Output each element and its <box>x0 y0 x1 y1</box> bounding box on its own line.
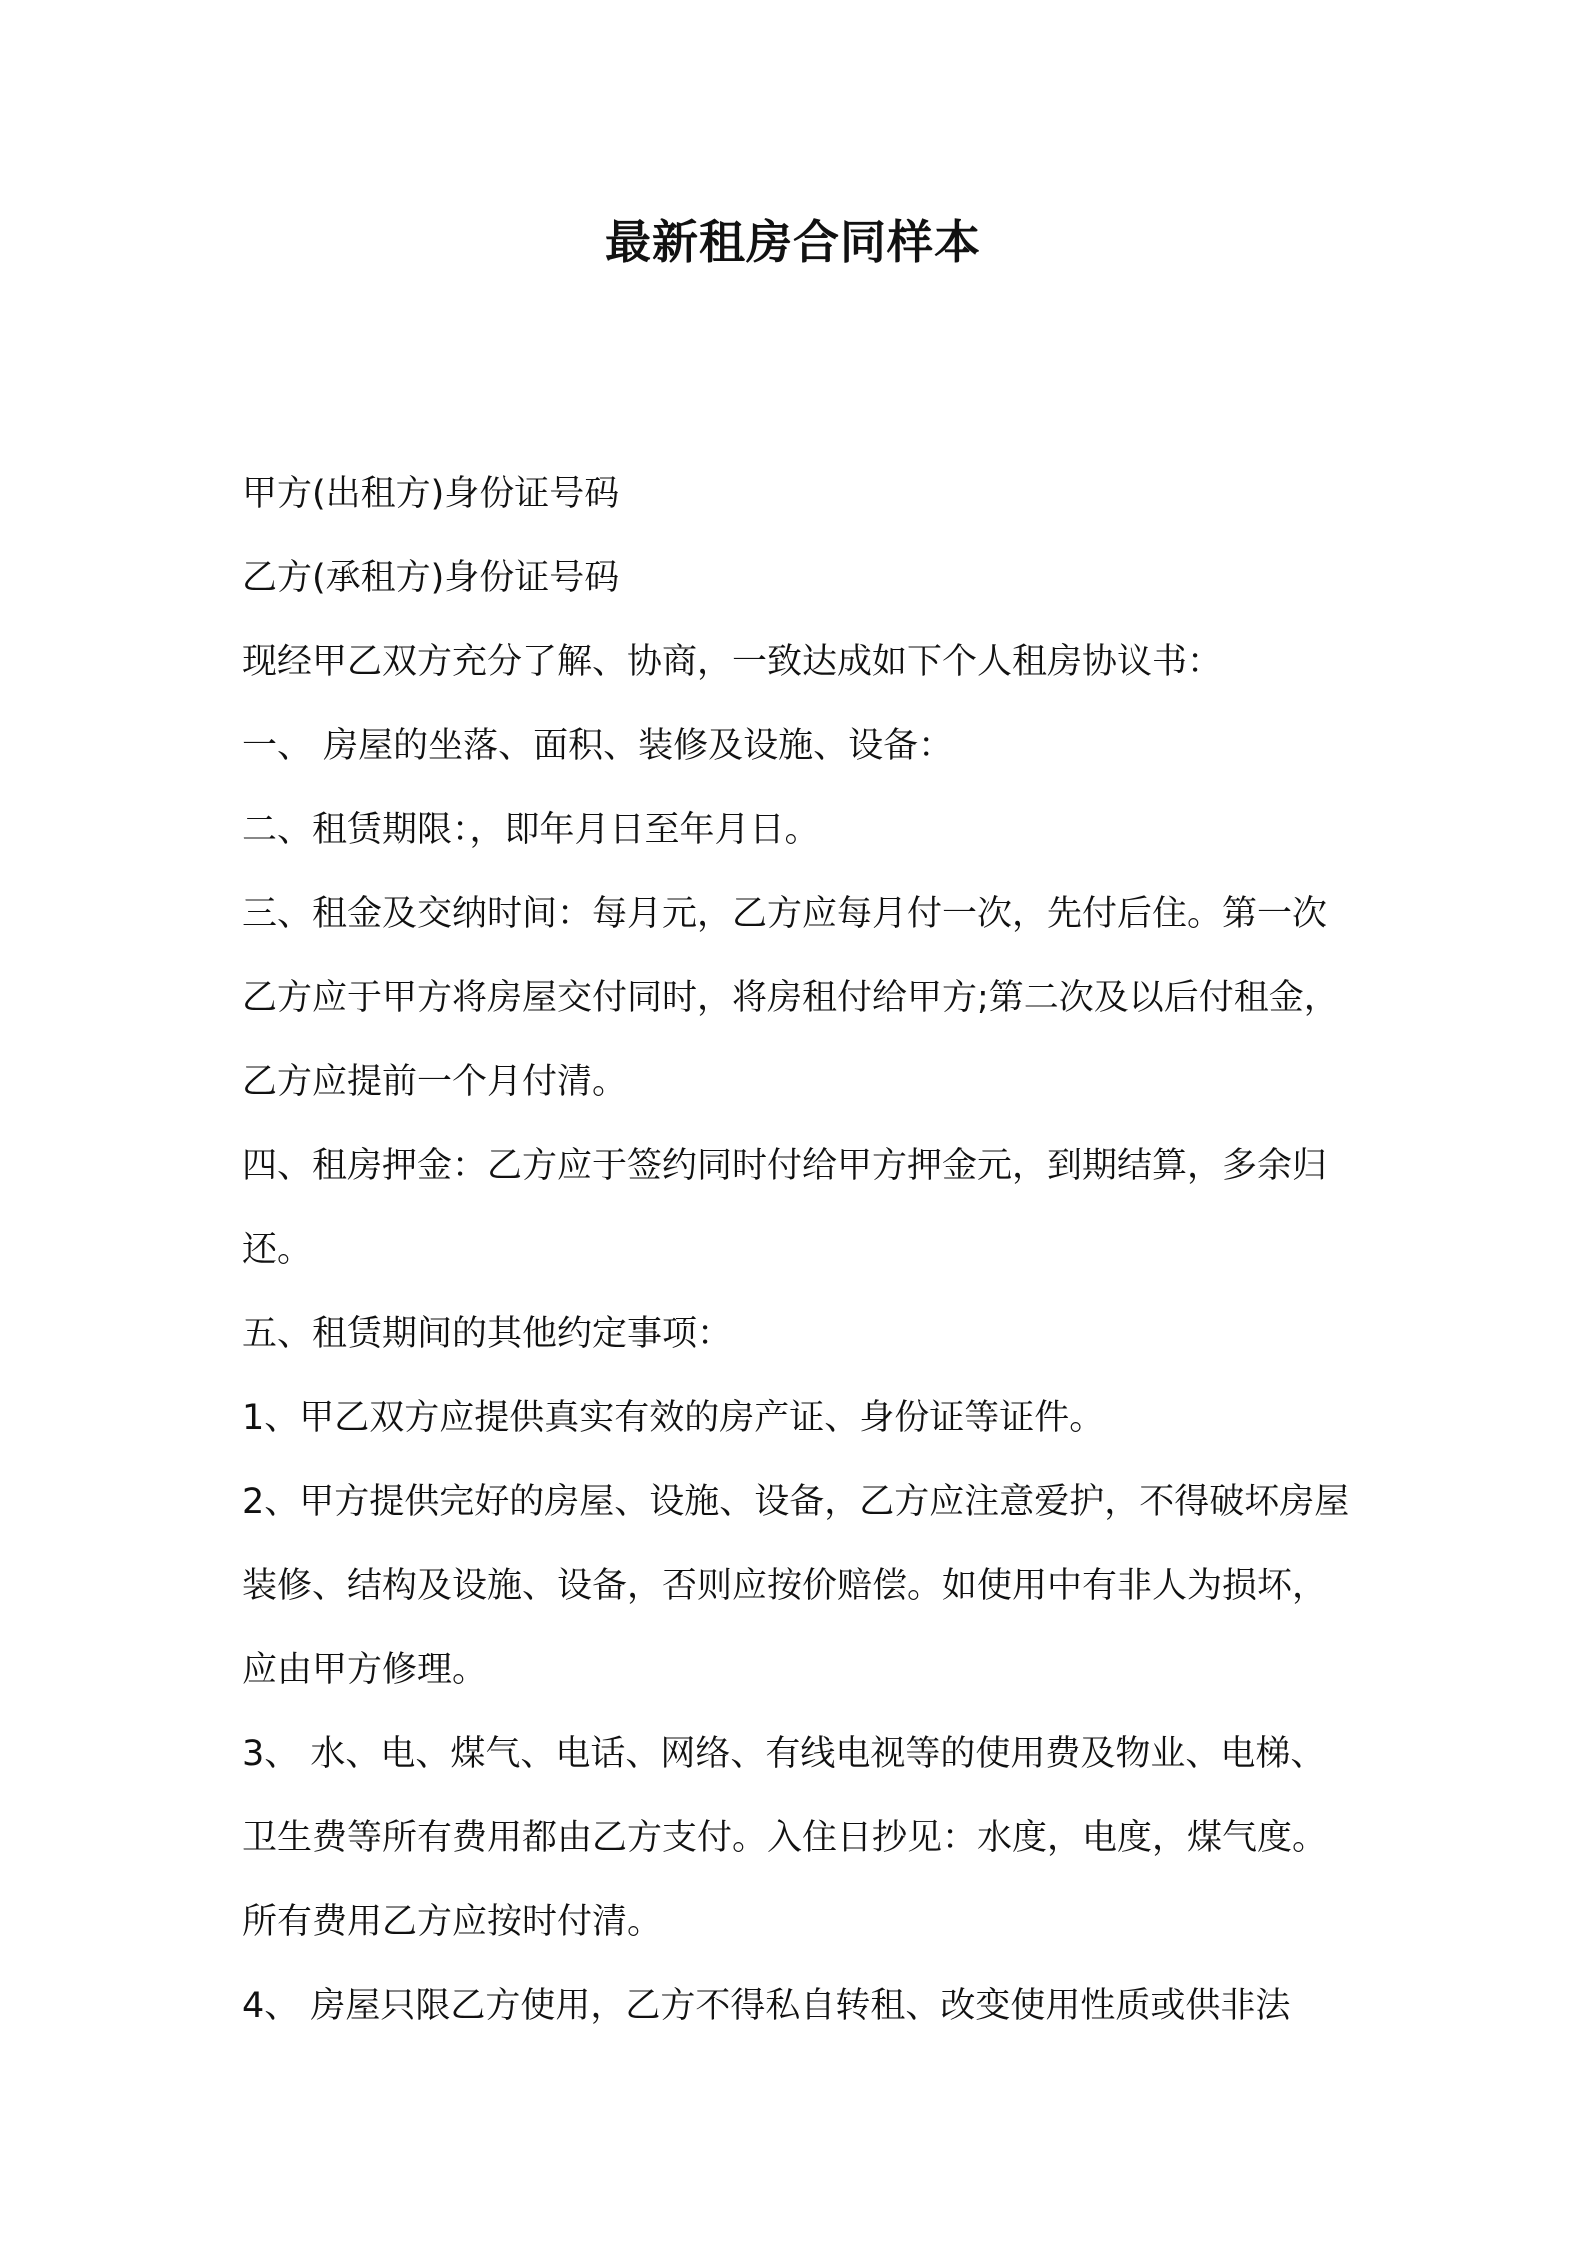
paragraph-item-4: 4、 房屋只限乙方使用，乙方不得私自转租、改变使用性质或供非法 <box>242 1986 1291 2026</box>
paragraph-item-3: 3、 水、电、煤气、电话、网络、有线电视等的使用费及物业、电梯、卫生费等所有费用都由乙方支付。入住日抄见：水度，电度，煤气度。所有费用乙方应按时付清。 <box>242 1734 1328 1942</box>
document-title: 最新租房合同样本 <box>605 215 981 269</box>
document-body <box>242 452 1354 2048</box>
paragraph-section-5: 五、租赁期间的其他约定事项： <box>242 1314 733 1354</box>
paragraph-item-2: 2、甲方提供完好的房屋、设施、设备，乙方应注意爱护，不得破坏房屋装修、结构及设施、设备，否则应按价赔偿。如使用中有非人为损坏，应由甲方修理。 <box>242 1482 1350 1690</box>
paragraph-party-b: 乙方(承租方)身份证号码 <box>242 558 620 598</box>
paragraph-agreement-intro: 现经甲乙双方充分了解、协商，一致达成如下个人租房协议书： <box>242 642 1223 682</box>
paragraph-section-2: 二、租赁期限：，即年月日至年月日。 <box>242 810 820 850</box>
paragraph-section-3: 三、租金及交纳时间：每月元，乙方应每月付一次，先付后住。第一次乙方应于甲方将房屋交付同时，将房租付给甲方;第二次及以后付租金，乙方应提前一个月付清。 <box>242 894 1339 1102</box>
paragraph-party-a: 甲方(出租方)身份证号码 <box>242 474 620 514</box>
paragraph-section-1: 一、 房屋的坐落、面积、装修及设施、设备： <box>242 726 954 766</box>
paragraph-section-4: 四、租房押金：乙方应于签约同时付给甲方押金元，到期结算，多余归还。 <box>242 1146 1328 1270</box>
paragraph-item-1: 1、甲乙双方应提供真实有效的房产证、身份证等证件。 <box>242 1398 1105 1438</box>
